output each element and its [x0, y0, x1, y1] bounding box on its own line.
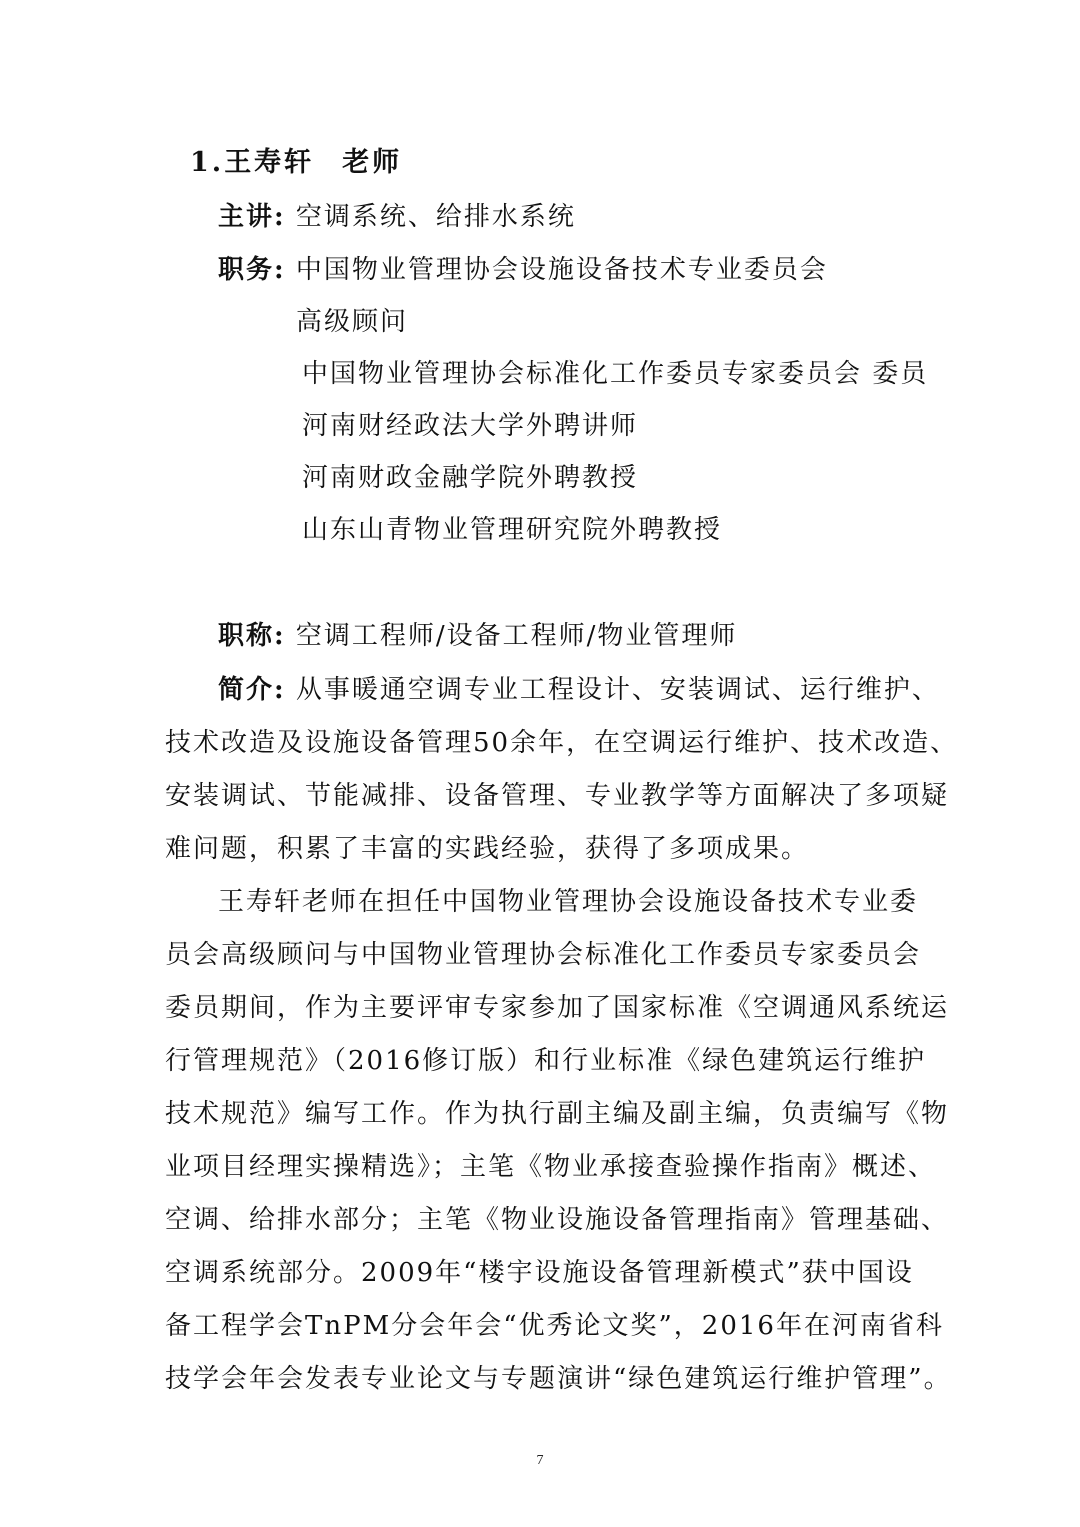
intro-label: 简介: — [218, 675, 286, 705]
bio-line: 备工程学会TnPM分会年会“优秀论文奖”，2016年在河南省科 — [165, 1311, 944, 1341]
intro-text: 从事暖通空调专业工程设计、安装调试、运行维护、 — [295, 675, 940, 705]
page-number: 7 — [536, 1453, 544, 1468]
position-item: 中国物业管理协会标准化工作委员专家委员会 委员 — [302, 359, 929, 389]
bio-line: 技术规范》编写工作。作为执行副主编及副主编，负责编写《物 — [165, 1099, 950, 1129]
intro-line: 安装调试、节能减排、设备管理、专业教学等方面解决了多项疑 — [165, 781, 950, 811]
lecture-row — [218, 200, 576, 234]
titles-value: 空调工程师/设备工程师/物业管理师 — [295, 621, 738, 651]
bio-line: 空调、给排水部分；主笔《物业设施设备管理指南》管理基础、 — [165, 1205, 950, 1235]
bio-line: 空调系统部分。2009年“楼宇设施设备管理新模式”获中国设 — [165, 1258, 914, 1288]
heading-number: 1. — [190, 147, 225, 178]
bio-line: 技学会年会发表专业论文与专题演讲“绿色建筑运行维护管理”。 — [165, 1364, 952, 1394]
intro-line: 难问题，积累了丰富的实践经验，获得了多项成果。 — [165, 834, 810, 864]
positions-label: 职务: — [218, 255, 286, 285]
position-item: 河南财经政法大学外聘讲师 — [302, 411, 639, 441]
intro-line — [218, 673, 940, 707]
bio-line: 行管理规范》（2016修订版）和行业标准《绿色建筑运行维护 — [165, 1046, 927, 1076]
position-item: 河南财政金融学院外聘教授 — [302, 463, 639, 493]
bio-line: 业项目经理实操精选》；主笔《物业承接查验操作指南》概述、 — [165, 1152, 937, 1182]
positions-row — [218, 253, 828, 287]
titles-row — [218, 619, 737, 653]
teacher-heading — [190, 146, 402, 180]
teacher-title: 老师 — [342, 147, 403, 178]
teacher-name: 王寿轩 — [224, 147, 315, 178]
bio-line: 员会高级顾问与中国物业管理协会标准化工作委员专家委员会 — [165, 940, 922, 970]
bio-line: 王寿轩老师在担任中国物业管理协会设施设备技术专业委 — [218, 887, 919, 917]
titles-label: 职称: — [218, 621, 286, 651]
bio-line: 委员期间，作为主要评审专家参加了国家标准《空调通风系统运 — [165, 993, 950, 1023]
lecture-value: 空调系统、给排水系统 — [295, 202, 576, 232]
lecture-label: 主讲: — [218, 202, 286, 232]
position-item: 中国物业管理协会设施设备技术专业委员会 — [295, 255, 828, 285]
position-item: 高级顾问 — [296, 307, 409, 337]
position-item: 山东山青物业管理研究院外聘教授 — [302, 515, 723, 545]
intro-line: 技术改造及设施设备管理50余年，在空调运行维护、技术改造、 — [165, 728, 959, 758]
